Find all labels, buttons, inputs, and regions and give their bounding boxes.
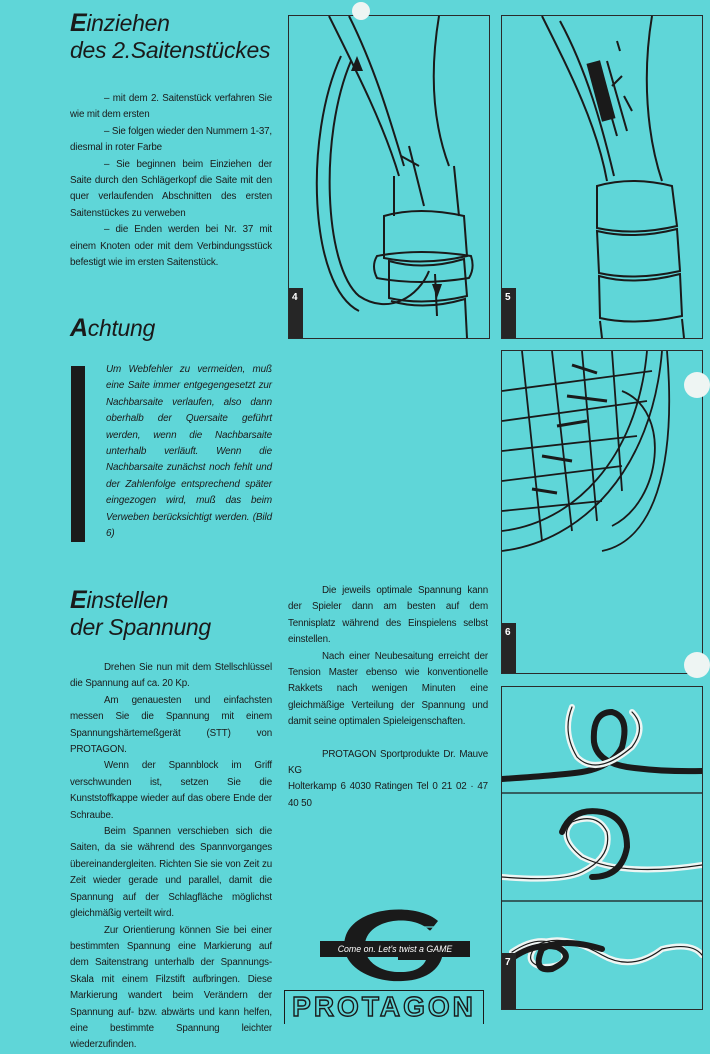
- figure-7-number: 7: [502, 953, 516, 1009]
- figure-4-number: 4: [289, 288, 303, 338]
- section1-text: – mit dem 2. Saitenstück verfahren Sie wie mit dem ersten – Sie folgen wieder den Nummern 1-37, diesmal in roter Farbe – Sie beginnen beim Einziehen der Saite durch den Schlägerkopf die Saite mit den quer verlaufenden Abschnitten des ersten Saitenstückes zu verweben – die Enden werden bei Nr. 37 mit einem Knoten oder mit dem Verbindungsstück befestigt wie im ersten Saitenstück.: [70, 93, 272, 269]
- figure-7: [501, 686, 703, 1010]
- figure-6-drawing: [502, 351, 702, 673]
- section3-col1: Drehen Sie nun mit dem Stellschlüssel die Spannung auf ca. 20 Kp. Am genauesten und einfachsten messen Sie die Spannung mit einem Spannungshärtemeßgerät (STT) von PROTAGON. Wenn der Spannblock im Griff verschwunden ist, setzen Sie die Kunststoffkappe wieder auf das obere Ende der Schraube. Beim Spannen verschieben sich die Saiten, da sie während des Spannvorganges übereinandergleiten. Richten Sie sie von Zeit zu Zeit wieder gerade und parallel, damit die Spannung auf der Schlagfläche möglichst gleichmäßig verteilt wird. Zur Orientierung können Sie bei einer bestimmten Spannung eine Markierung auf dem Saitenstrang unterhalb der Spannungs-Skala mit einem Filzstift aufbringen. Diese Markierung wandert beim Verändern der Spannung auf- bzw. abwärts und kann helfen, eine bestimmte Spannung leichter wiederzufinden.: [70, 662, 272, 1051]
- figure-7-drawing: [502, 687, 702, 1009]
- punch-hole-top: [352, 2, 370, 20]
- brand-name: PROTAGON: [292, 991, 476, 1022]
- heading-einstellen: Einstellen der Spannung: [70, 586, 211, 640]
- company-address: Holterkamp 6 4030 Ratingen Tel 0 21 02 · 47 40 50: [288, 781, 488, 809]
- company-name: PROTAGON Sportprodukte Dr. Mauve KG: [288, 748, 488, 777]
- section3-col2: Die jeweils optimale Spannung kann der Spieler dann am besten auf dem Tennisplatz während des Einspielens selbst einstellen. Nach einer Neubesaitung erreicht der Tension Master ebenso wie konventionelle Rakkets nach wenigen Minuten eine gleichmäßige Verteilung der Spannung und damit seine optimalen Spieleigenschaften. PROTAGON Sportprodukte Dr. Mauve KG Holterkamp 6 4030 Ratingen Tel 0 21 02 · 47 40 50: [288, 583, 488, 812]
- logo-slogan: Come on. Let's twist a GAME: [320, 941, 470, 957]
- protagon-logo: [318, 905, 478, 985]
- figure-5-drawing: [502, 16, 702, 338]
- heading-einziehen: Einziehen des 2.Saitenstückes: [70, 9, 271, 63]
- figure-6-number: 6: [502, 623, 516, 673]
- figure-5-number: 5: [502, 288, 516, 338]
- warning-text: Um Webfehler zu vermeiden, muß eine Saite immer entgegengesetzt zur Nachbarsaite verlaufen, also dann oberhalb der Quersaite geführt werden, wenn die Nachbarsaite unterhalb verläuft. Wenn die Nachbarsaite zunächst noch fehlt und der Zahlenfolge entsprechend später eingezogen wird, muß das beim Verweben berücksichtigt werden. (Bild 6): [106, 364, 272, 540]
- punch-hole-right-lower: [684, 652, 710, 678]
- figure-4: [288, 15, 490, 339]
- figure-5: [501, 15, 703, 339]
- brand-box: [284, 990, 484, 1024]
- heading-initial: E: [70, 9, 87, 37]
- punch-hole-right-upper: [684, 372, 710, 398]
- warning-bar: [71, 366, 85, 542]
- figure-6: [501, 350, 703, 674]
- figure-4-drawing: [289, 16, 489, 338]
- heading-achtung: Achtung: [70, 314, 156, 342]
